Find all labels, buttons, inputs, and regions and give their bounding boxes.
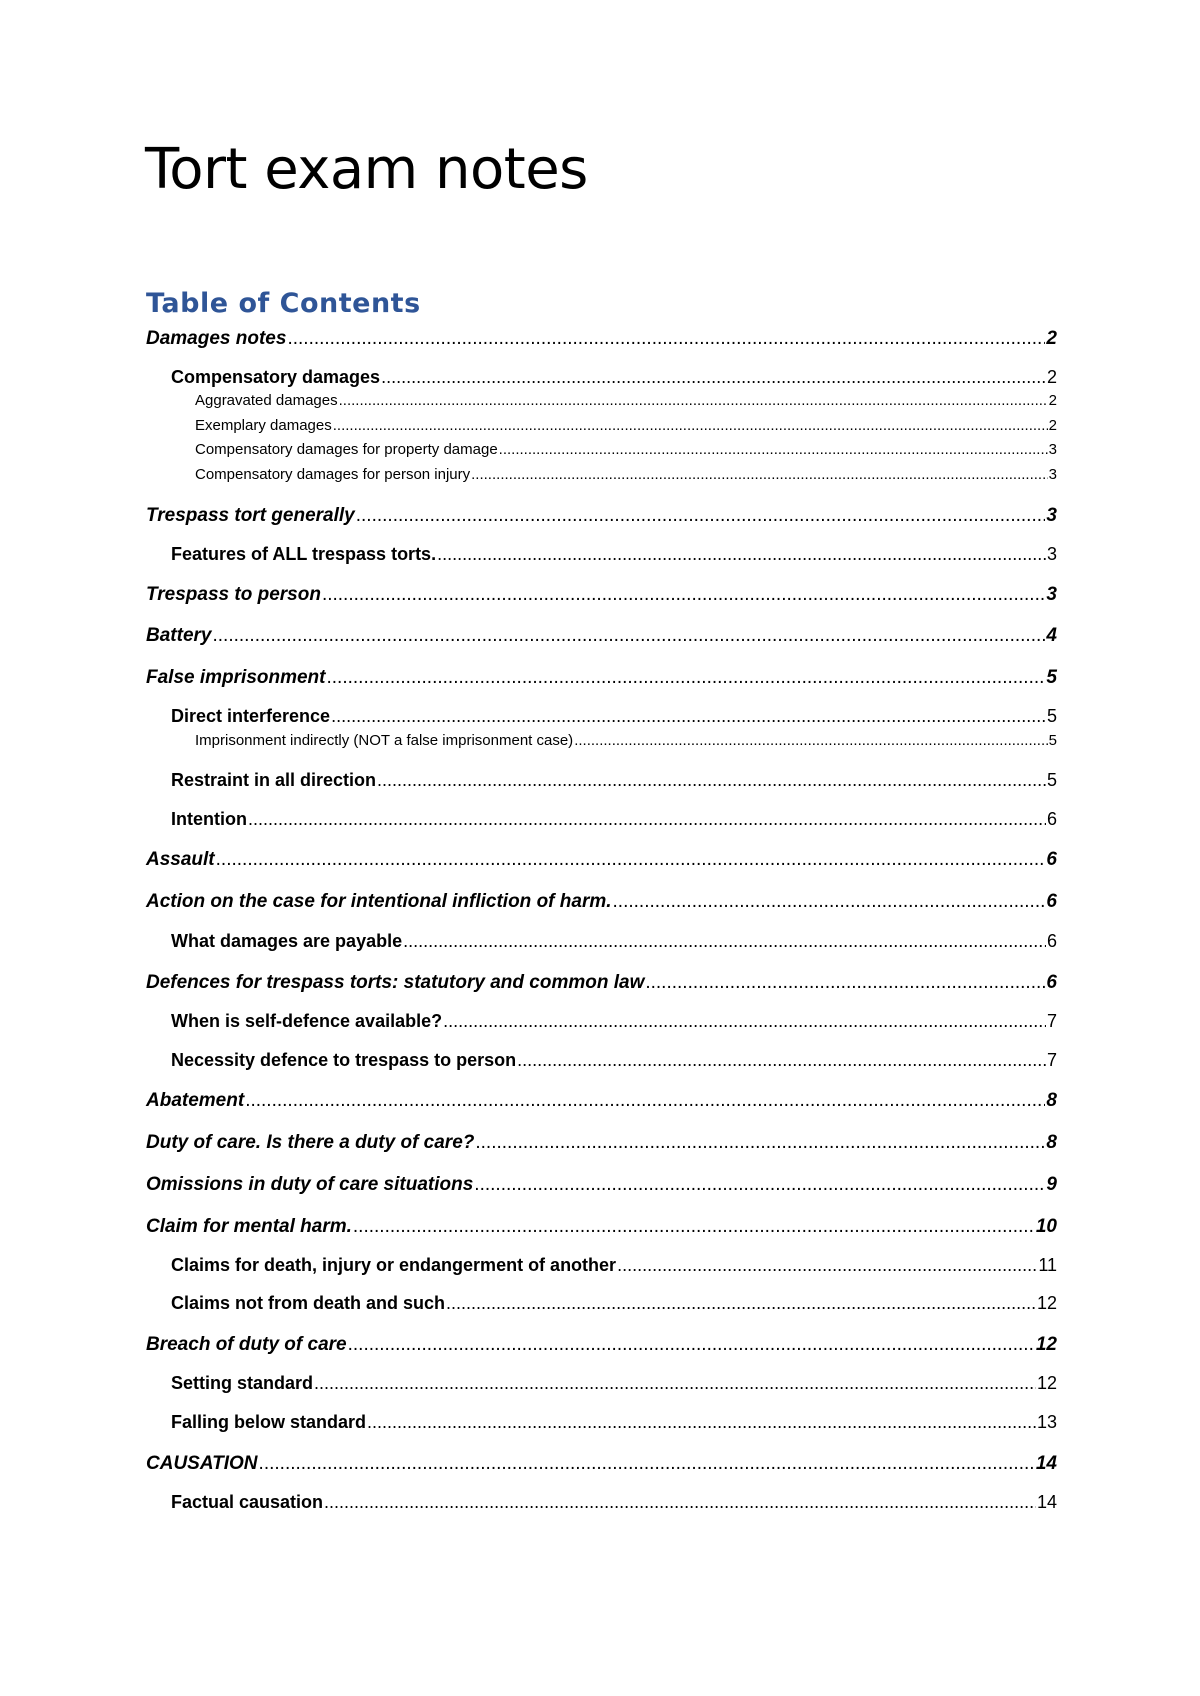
toc-leader-dots — [245, 1091, 1045, 1110]
toc-entry-label: Exemplary damages — [195, 417, 332, 434]
toc-entry-page-number: 2 — [1046, 367, 1057, 387]
toc-entry-label: False imprisonment — [146, 667, 326, 688]
toc-entry-label: Battery — [146, 625, 212, 646]
toc-entry[interactable] — [171, 810, 1057, 828]
toc-leader-dots — [327, 668, 1046, 687]
toc-entry-page-number: 3 — [1048, 466, 1057, 483]
toc-entry-page-number: 8 — [1046, 1132, 1057, 1153]
toc-entry-label: Necessity defence to trespass to person — [171, 1050, 517, 1070]
toc-leader-dots — [499, 442, 1048, 457]
toc-entry[interactable] — [171, 1256, 1057, 1274]
toc-entry-label: Claims for death, injury or endangerment of another — [171, 1255, 617, 1275]
toc-entry[interactable] — [146, 329, 1057, 348]
toc-leader-dots — [339, 393, 1048, 408]
toc-entry[interactable] — [171, 707, 1057, 725]
toc-leader-dots — [613, 892, 1046, 911]
toc-entry-page-number: 2 — [1048, 392, 1057, 409]
toc-entry-label: Direct interference — [171, 706, 331, 726]
toc-entry-page-number: 6 — [1046, 809, 1057, 829]
toc-entry[interactable] — [146, 1454, 1057, 1473]
toc-leader-dots — [474, 1175, 1045, 1194]
toc-leader-dots — [348, 1335, 1035, 1354]
toc-entry-label: Setting standard — [171, 1373, 314, 1393]
toc-leader-dots — [367, 1413, 1036, 1431]
toc-leader-dots — [475, 1133, 1045, 1152]
toc-entry[interactable] — [146, 973, 1057, 992]
toc-entry[interactable] — [171, 771, 1057, 789]
toc-entry[interactable] — [146, 1091, 1057, 1110]
toc-leader-dots — [574, 733, 1047, 748]
toc-entry-label: When is self-defence available? — [171, 1011, 443, 1031]
toc-entry-page-number: 5 — [1046, 667, 1057, 688]
toc-entry-page-number: 5 — [1046, 770, 1057, 790]
toc-leader-dots — [333, 418, 1048, 433]
toc-leader-dots — [377, 771, 1046, 789]
toc-entry-page-number: 3 — [1048, 441, 1057, 458]
toc-leader-dots — [381, 368, 1046, 386]
toc-entry-label: What damages are payable — [171, 931, 403, 951]
toc-entry-page-number: 12 — [1035, 1334, 1057, 1355]
toc-leader-dots — [212, 626, 1045, 645]
toc-entry-page-number: 3 — [1046, 505, 1057, 526]
toc-entry-page-number: 10 — [1035, 1216, 1057, 1237]
toc-entry-label: Omissions in duty of care situations — [146, 1174, 474, 1195]
toc-entry-page-number: 14 — [1035, 1453, 1057, 1474]
toc-leader-dots — [443, 1012, 1046, 1030]
toc-entry-page-number: 6 — [1046, 891, 1057, 912]
toc-entry[interactable] — [171, 932, 1057, 950]
toc-entry-page-number: 13 — [1036, 1412, 1057, 1432]
toc-entry[interactable] — [171, 1294, 1057, 1312]
toc-entry-label: Compensatory damages for person injury — [195, 466, 471, 483]
toc-entry-page-number: 14 — [1036, 1492, 1057, 1512]
toc-entry-label: Compensatory damages — [171, 367, 381, 387]
toc-entry-label: Restraint in all direction — [171, 770, 377, 790]
toc-entry[interactable] — [171, 545, 1057, 563]
toc-entry-page-number: 6 — [1046, 849, 1057, 870]
toc-entry-label: Imprisonment indirectly (NOT a false imprisonment case) — [195, 732, 574, 749]
toc-leader-dots — [314, 1374, 1036, 1392]
toc-entry-page-number: 12 — [1036, 1293, 1057, 1313]
toc-entry[interactable] — [171, 1493, 1057, 1511]
toc-entry[interactable] — [195, 467, 1057, 482]
toc-entry-label: Claim for mental harm. — [146, 1216, 352, 1237]
toc-entry-label: Compensatory damages for property damage — [195, 441, 498, 458]
toc-entry[interactable] — [146, 585, 1057, 604]
toc-entry[interactable] — [146, 1335, 1057, 1354]
toc-leader-dots — [322, 585, 1045, 604]
document-title: Tort exam notes — [145, 137, 588, 202]
toc-entry-label: Intention — [171, 809, 247, 829]
toc-entry[interactable] — [195, 733, 1057, 748]
toc-entry[interactable] — [171, 1051, 1057, 1069]
toc-entry-label: Trespass tort generally — [146, 505, 355, 526]
toc-entry-page-number: 3 — [1046, 544, 1057, 564]
toc-entry-label: Abatement — [146, 1090, 245, 1111]
toc-entry-page-number: 9 — [1046, 1174, 1057, 1195]
toc-entry-label: Features of ALL trespass torts. — [171, 544, 437, 564]
toc-entry[interactable] — [146, 892, 1057, 911]
toc-entry[interactable] — [146, 1133, 1057, 1152]
toc-entry[interactable] — [146, 1217, 1057, 1236]
toc-entry-label: Falling below standard — [171, 1412, 367, 1432]
toc-entry[interactable] — [146, 1175, 1057, 1194]
toc-entry-page-number: 7 — [1046, 1011, 1057, 1031]
toc-entry[interactable] — [146, 506, 1057, 525]
toc-entry[interactable] — [171, 368, 1057, 386]
toc-leader-dots — [331, 707, 1046, 725]
toc-entry[interactable] — [146, 850, 1057, 869]
toc-entry-label: Factual causation — [171, 1492, 324, 1512]
toc-leader-dots — [403, 932, 1046, 950]
toc-entry-page-number: 6 — [1046, 931, 1057, 951]
toc-entry-label: Breach of duty of care — [146, 1334, 347, 1355]
toc-entry-label: Aggravated damages — [195, 392, 338, 409]
toc-leader-dots — [437, 545, 1046, 563]
toc-leader-dots — [517, 1051, 1046, 1069]
toc-entry-page-number: 8 — [1046, 1090, 1057, 1111]
toc-entry-label: CAUSATION — [146, 1453, 258, 1474]
toc-entry[interactable] — [171, 1374, 1057, 1392]
toc-leader-dots — [617, 1256, 1037, 1274]
toc-entry-label: Duty of care. Is there a duty of care? — [146, 1132, 475, 1153]
toc-entry-label: Damages notes — [146, 328, 287, 349]
toc-leader-dots — [259, 1454, 1035, 1473]
toc-entry-page-number: 4 — [1046, 625, 1057, 646]
toc-entry[interactable] — [171, 1413, 1057, 1431]
toc-entry-page-number: 3 — [1046, 584, 1057, 605]
toc-entry-page-number: 11 — [1038, 1255, 1057, 1275]
toc-leader-dots — [645, 973, 1045, 992]
toc-leader-dots — [216, 850, 1046, 869]
toc-entry-label: Claims not from death and such — [171, 1293, 446, 1313]
toc-entry-label: Assault — [146, 849, 215, 870]
toc-leader-dots — [287, 329, 1045, 348]
toc-leader-dots — [324, 1493, 1036, 1511]
toc-entry[interactable] — [195, 418, 1057, 433]
toc-entry-page-number: 2 — [1048, 417, 1057, 434]
toc-leader-dots — [356, 506, 1046, 525]
toc-entry[interactable] — [195, 393, 1057, 408]
toc-entry[interactable] — [146, 668, 1057, 687]
toc-entry[interactable] — [195, 442, 1057, 457]
toc-entry[interactable] — [171, 1012, 1057, 1030]
toc-entry-page-number: 7 — [1046, 1050, 1057, 1070]
toc-leader-dots — [471, 467, 1048, 482]
toc-entry-page-number: 5 — [1046, 706, 1057, 726]
toc-entry-label: Action on the case for intentional infliction of harm. — [146, 891, 612, 912]
toc-heading: Table of Contents — [146, 288, 421, 319]
toc-entry-label: Trespass to person — [146, 584, 321, 605]
toc-entry-page-number: 6 — [1046, 972, 1057, 993]
toc-leader-dots — [248, 810, 1046, 828]
toc-entry-page-number: 12 — [1036, 1373, 1057, 1393]
toc-leader-dots — [353, 1217, 1035, 1236]
toc-entry-label: Defences for trespass torts: statutory and common law — [146, 972, 645, 993]
toc-entry-page-number: 2 — [1046, 328, 1057, 349]
toc-leader-dots — [446, 1294, 1036, 1312]
toc-entry-page-number: 5 — [1048, 732, 1057, 749]
toc-entry[interactable] — [146, 626, 1057, 645]
